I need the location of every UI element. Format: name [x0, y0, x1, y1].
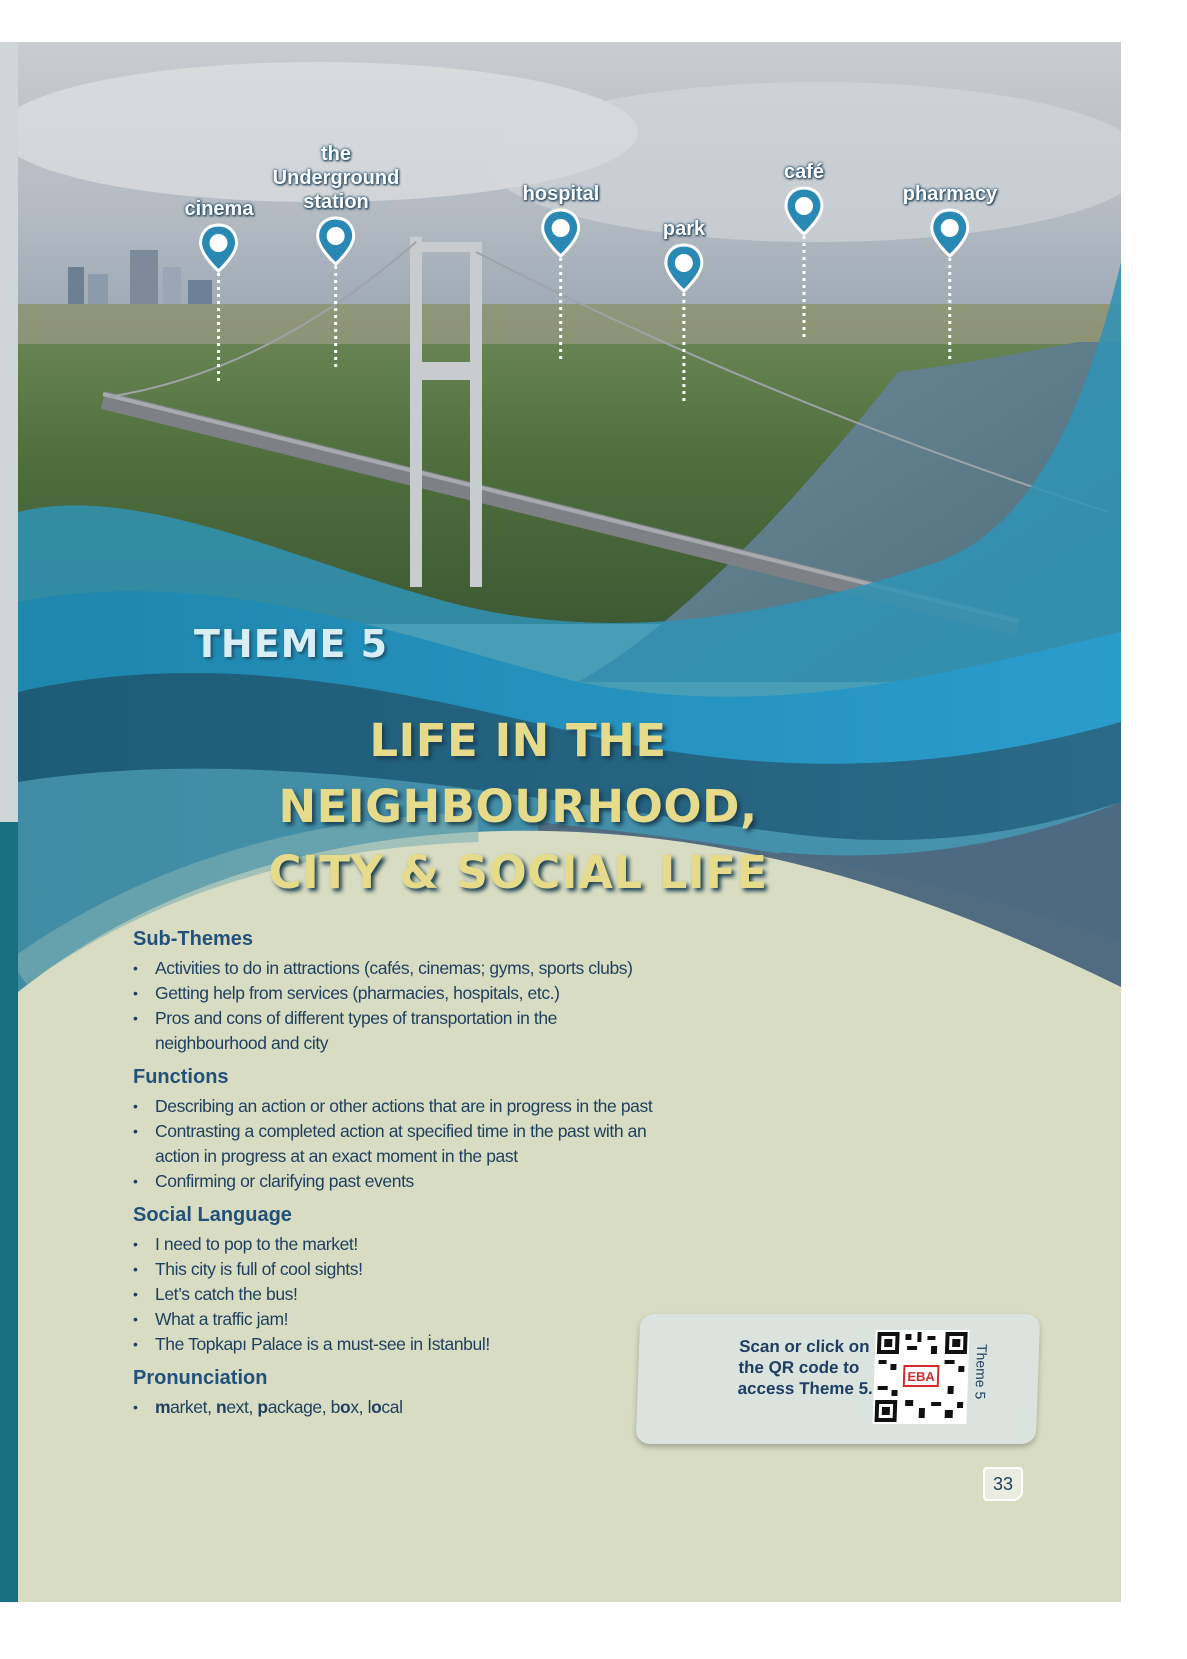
pron-rest: ackage [267, 1397, 322, 1417]
map-pin-icon [316, 216, 356, 376]
pron-word-market [155, 1397, 207, 1417]
map-pin-icon [199, 223, 239, 388]
social-language-list [133, 1232, 653, 1357]
pin-park [663, 217, 705, 408]
pron-bold: n [216, 1397, 227, 1417]
functions-heading: Functions [133, 1066, 229, 1088]
map-pin-icon [664, 243, 704, 408]
pron-rest: arket [170, 1397, 208, 1417]
map-pin-icon [784, 186, 824, 346]
pron-bold: p [257, 1397, 268, 1417]
pron-word-box [331, 1397, 359, 1417]
social-language-heading: Social Language [133, 1204, 292, 1226]
pin-label-cinema: cinema [184, 198, 254, 220]
pronunciation-heading: Pronunciation [133, 1367, 268, 1389]
pin-cafe [784, 160, 824, 346]
theme-title-line-1: LIFE IN THE NEIGHBOURHOOD, [278, 714, 758, 833]
page-number: 33 [983, 1467, 1023, 1501]
theme-overview [133, 926, 653, 1428]
pin-cinema [185, 197, 254, 388]
eba-logo-text: EBA [907, 1369, 936, 1384]
list-item: • What a traffic jam! [133, 1307, 653, 1332]
pin-label-underground [273, 142, 400, 214]
qr-side-label: Theme 5 [972, 1344, 991, 1400]
qr-instructions: Scan or click on the QR code to access Theme 5. [737, 1337, 874, 1398]
list-item: • Describing an action or other actions that are in progress in the past [133, 1094, 653, 1119]
pronunciation-list [133, 1395, 653, 1420]
pin-label-park: park [662, 218, 706, 240]
pronunciation-words: • market, next, package, box, local [133, 1395, 653, 1420]
pin-underground [273, 142, 400, 376]
sub-themes-heading: Sub-Themes [133, 928, 254, 950]
list-item: • Activities to do in attractions (cafés, cinemas; gyms, sports clubs) [133, 956, 653, 981]
pin-label-line: Underground [272, 167, 400, 189]
pron-bold: m [155, 1397, 171, 1417]
pron-rest: x [350, 1397, 359, 1417]
theme-title-line-2: CITY & SOCIAL LIFE [268, 846, 768, 899]
list-item: • Confirming or clarifying past events [133, 1169, 653, 1194]
list-item: • Let’s catch the bus! [133, 1282, 653, 1307]
list-item: • Pros and cons of different types of transportation in the neighbourhood and city [133, 1006, 653, 1056]
map-pin-icon [541, 208, 581, 368]
pron-pre: l [367, 1397, 372, 1417]
qr-code-icon[interactable] [872, 1330, 969, 1424]
pin-label-hospital: hospital [522, 183, 600, 205]
left-edge-strip [0, 42, 18, 1602]
pin-hospital [523, 182, 600, 368]
pron-word-package [257, 1397, 321, 1417]
pron-bold: o [371, 1397, 382, 1417]
theme-title [138, 708, 898, 906]
pron-word-next [216, 1397, 248, 1417]
pron-pre: b [330, 1397, 341, 1417]
qr-panel[interactable] [636, 1314, 1041, 1444]
list-item: • I need to pop to the market! [133, 1232, 653, 1257]
theme-number: THEME 5 [194, 622, 389, 666]
pron-rest: ext [226, 1397, 249, 1417]
list-item: • The Topkapı Palace is a must-see in İstanbul! [133, 1332, 653, 1357]
list-item: • Contrasting a completed action at specified time in the past with an action in progress at an exact moment in the past [133, 1119, 653, 1169]
pin-label-cafe: café [783, 161, 825, 183]
sub-themes-list [133, 956, 653, 1056]
pin-label-line: station [303, 191, 369, 213]
pin-pharmacy [903, 182, 998, 368]
pron-bold: o [340, 1397, 351, 1417]
pron-word-local [368, 1397, 403, 1417]
list-item: • This city is full of cool sights! [133, 1257, 653, 1282]
map-pin-icon [930, 208, 970, 368]
page [18, 42, 1121, 1602]
pin-label-line: the [321, 143, 351, 165]
pron-rest: cal [381, 1397, 403, 1417]
pin-label-pharmacy: pharmacy [902, 183, 998, 205]
list-item: • Getting help from services (pharmacies, hospitals, etc.) [133, 981, 653, 1006]
functions-list [133, 1094, 653, 1194]
